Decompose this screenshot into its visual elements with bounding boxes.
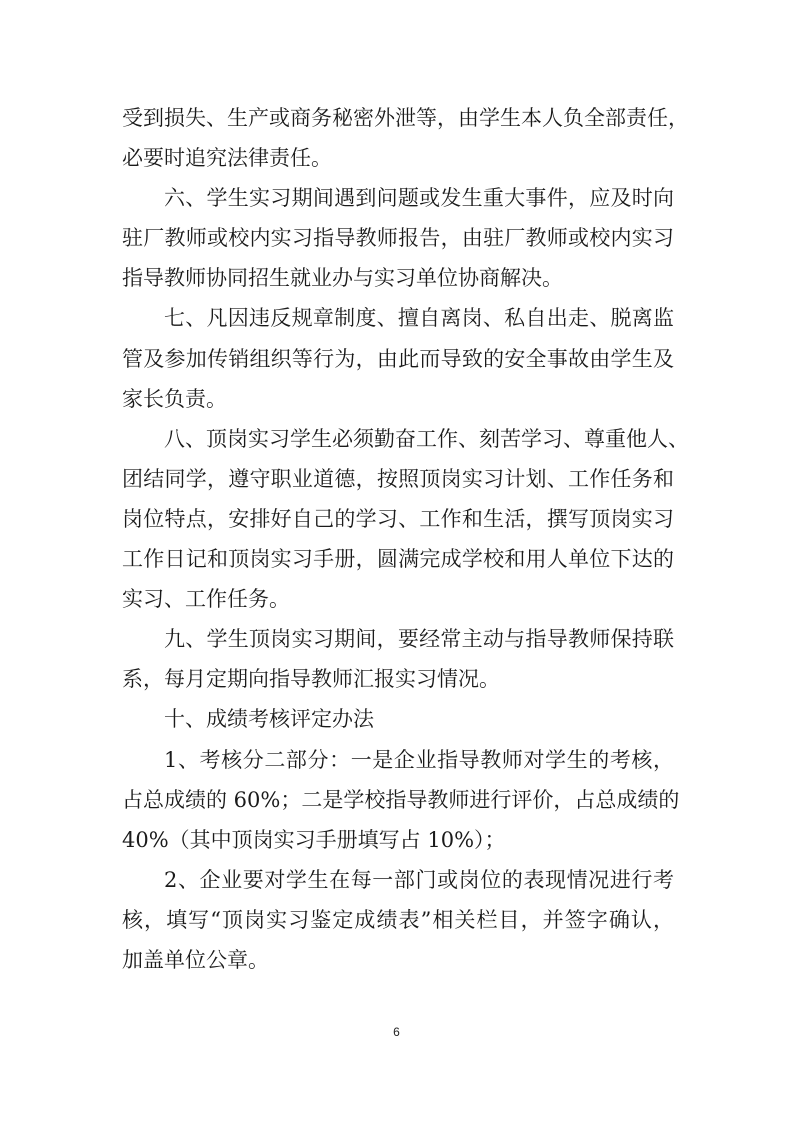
- text-line: 实习、工作任务。: [122, 587, 290, 612]
- page-number: 6: [393, 1025, 400, 1039]
- text-line: 管及参加传销组织等行为，由此而导致的安全事故由学生及: [122, 346, 674, 371]
- text-line: 1、考核分二部分：一是企业指导教师对学生的考核，: [164, 747, 674, 772]
- paragraph-9: [122, 619, 674, 699]
- text-line: 核，填写“顶岗实习鉴定成绩表”相关栏目，并签字确认，: [122, 907, 674, 932]
- text-line: 占总成绩的 60%；二是学校指导教师进行评价，占总成绩的: [122, 787, 680, 812]
- paragraph-10-item-2: [122, 860, 674, 980]
- text-line: 八、顶岗实习学生必须勤奋工作、刻苦学习、尊重他人、: [164, 426, 689, 451]
- paragraph-7: [122, 298, 674, 418]
- text-line: 九、学生顶岗实习期间，要经常主动与指导教师保持联: [164, 627, 674, 652]
- text-line: 驻厂教师或校内实习指导教师报告，由驻厂教师或校内实习: [122, 226, 674, 251]
- paragraph-6: [122, 178, 674, 298]
- text-line: 七、凡因违反规章制度、擅自离岗、私自出走、脱离监: [164, 306, 674, 331]
- text-line: 2、企业要对学生在每一部门或岗位的表现情况进行考: [164, 867, 674, 892]
- text-line: 系，每月定期向指导教师汇报实习情况。: [122, 667, 500, 692]
- paragraph-8: [122, 419, 689, 619]
- text-line: 六、学生实习期间遇到问题或发生重大事件，应及时向: [164, 186, 674, 211]
- text-line: 加盖单位公章。: [122, 947, 269, 972]
- text-line: 40%（其中顶岗实习手册填写占 10%）；: [122, 827, 506, 852]
- section-heading: 十、成绩考核评定办法: [164, 707, 374, 732]
- document-body: [122, 98, 689, 980]
- text-line: 家长负责。: [122, 386, 227, 411]
- text-line: 岗位特点，安排好自己的学习、工作和生活，撰写顶岗实习: [122, 506, 674, 531]
- text-line: 受到损失、生产或商务秘密外泄等，由学生本人负全部责任，: [122, 106, 689, 130]
- text-line: 指导教师协同招生就业办与实习单位协商解决。: [122, 266, 563, 291]
- text-line: 必要时追究法律责任。: [122, 146, 332, 171]
- paragraph-10-heading: [122, 699, 674, 739]
- paragraph-5-continued: [122, 98, 689, 178]
- text-line: 团结同学，遵守职业道德，按照顶岗实习计划、工作任务和: [122, 466, 674, 491]
- text-line: 工作日记和顶岗实习手册，圆满完成学校和用人单位下达的: [122, 547, 674, 572]
- paragraph-10-item-1: [122, 740, 680, 860]
